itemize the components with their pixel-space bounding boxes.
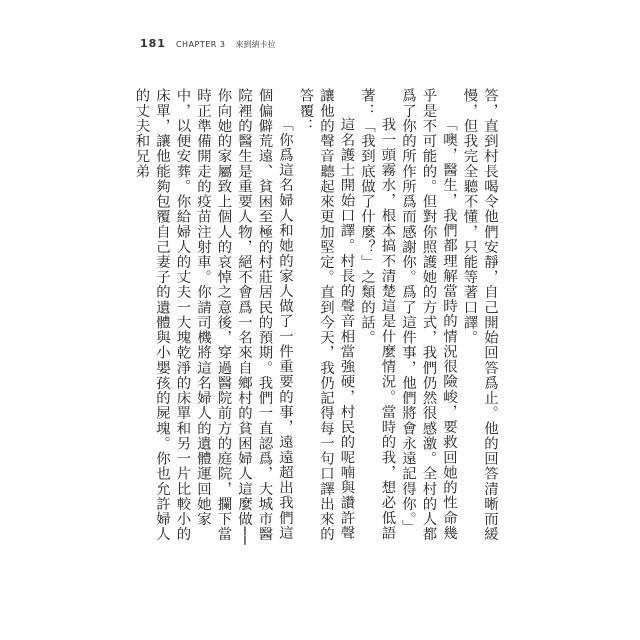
paragraph-nurse-interprets: 這名護士開始口譯。村長的聲音相當強硬，村民的呢喃與讚許聲讓他的聲音聽起來更加堅定。直到今天，我仍記得每一句口譯出來的答覆： xyxy=(297,88,355,542)
running-header xyxy=(140,37,276,50)
vertical-body-text xyxy=(133,88,500,553)
paragraph-reply-quote: 「你爲這名婦人和她的家人做了一件重要的事，遠遠超出我們這個偏僻荒遠、貧困至極的村莊居民的預期。我們一直認爲，大城市醫院裡的醫生是重要人物，絕不會爲一名來自鄉村的貧困婦人這麼做──你向她的家屬致上個人的哀悼之意後，穿過醫院前方的庭院，攔下當時正準備開走的疫苗注射車。你請司機將這名婦人的遺體運回她家中，以便安葬。你給婦人的丈夫一大塊乾淨的床單和另一片比較小的床單，讓他能夠包覆自己妻子的遺體與小嬰孩的屍塊。你也允許婦人的丈夫和兄弟 xyxy=(133,88,293,546)
paragraph-continuation: 答，直到村長喝令他們安靜，自己開始回答爲止。他的回答清晰而緩慢，但我完全聽不懂，只能等著口譯。 xyxy=(461,88,498,542)
page-number: 181 xyxy=(140,37,166,50)
paragraph-confusion: 我一頭霧水，根本搞不清楚這是什麼情況。當時的我，想必低語著：「我到底做了什麼？」之類的話。 xyxy=(359,88,396,541)
paragraph-village-chief-quote: 「噢，醫生，我們都理解當時的情況很險峻，要救回她的性命幾乎是不可能的。但對你照護她的方式，我們仍然很感激。全村的人都爲了你的所作所爲而感謝你。爲了這件事，他們將會永遠記得你。」 xyxy=(400,88,457,542)
chapter-title: 來到納卡拉 xyxy=(235,40,276,49)
chapter-label: CHAPTER 3 xyxy=(175,40,226,49)
